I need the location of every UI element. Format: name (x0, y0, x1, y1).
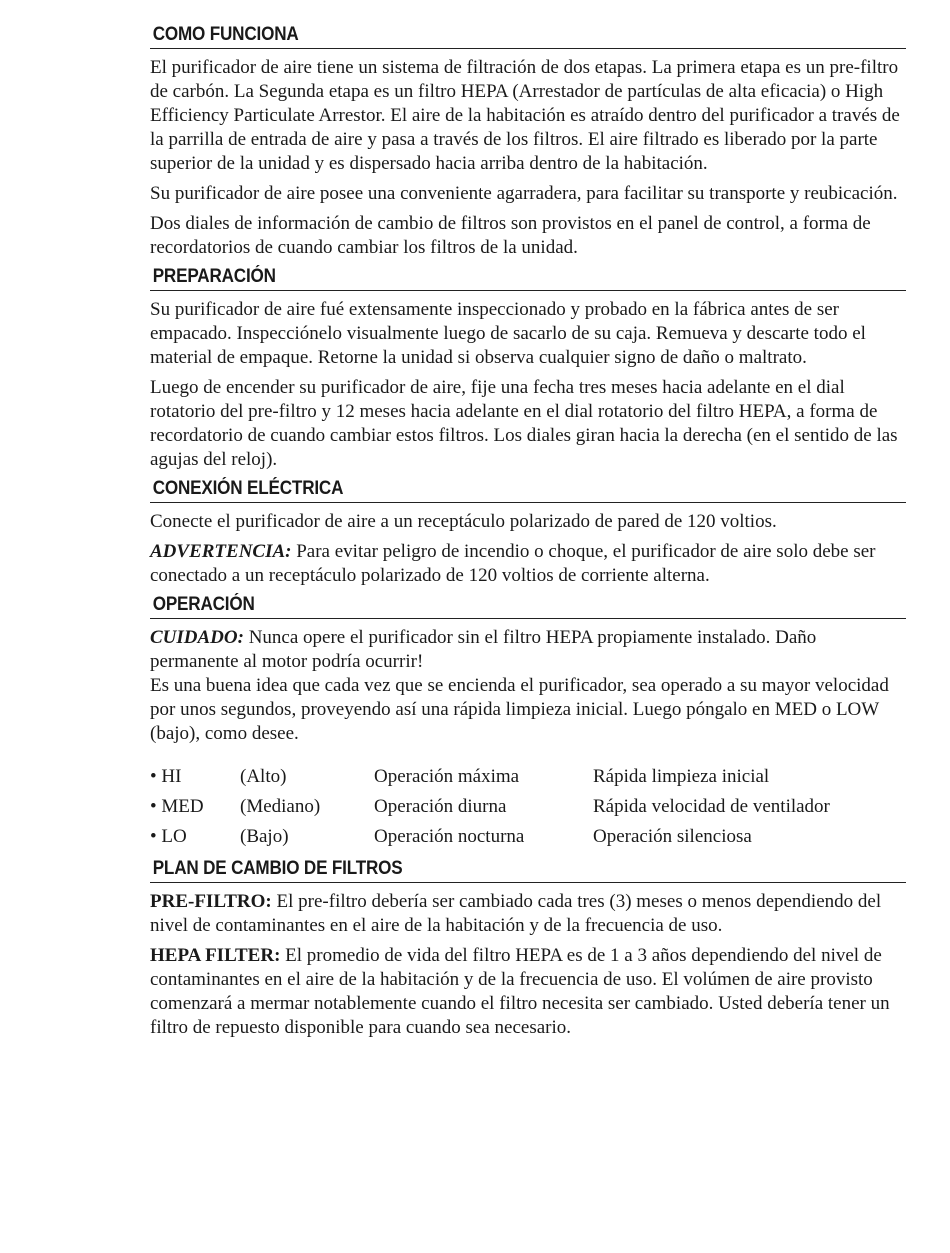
paragraph: Conecte el purificador de aire a un receptáculo polarizado de pared de 120 voltios. (150, 511, 777, 532)
prefilter-paragraph (150, 890, 906, 938)
prefilter-label: PRE-FILTRO: (150, 891, 272, 912)
caution-label: CUIDADO: (150, 627, 244, 648)
speed-setting: • HI (150, 766, 182, 787)
section-rule (150, 618, 906, 619)
section-preparacion (150, 266, 906, 472)
section-como-funciona (150, 24, 906, 260)
section-plan-cambio-filtros (150, 858, 906, 1040)
speed-note: Rápida limpieza inicial (593, 766, 770, 787)
paragraph: El purificador de aire tiene un sistema de filtración de dos etapas. La primera etapa es un pre-filtro de carbón. La Segunda etapa es un filtro HEPA (Arrestador de partículas de alta eficacia) o High Efficiency Particulate Arrestor. El aire de la habitación es atraído dentro del purificador a través de la parrilla de entrada de aire y pasa a través de los filtros. El aire filtrado es liberado por la parte superior de la unidad y es dispersado hacia arriba dentro de la habitación. (150, 57, 900, 174)
speed-note: Rápida velocidad de ventilador (593, 796, 830, 817)
speed-table (150, 762, 830, 852)
section-heading: PREPARACIÓN (152, 266, 276, 287)
hepa-label: HEPA FILTER: (150, 945, 281, 966)
section-conexion-electrica (150, 478, 906, 588)
warning-label: ADVERTENCIA: (150, 541, 292, 562)
speed-operation: Operación diurna (374, 796, 507, 817)
section-rule (150, 882, 906, 883)
speed-operation: Operación nocturna (374, 826, 525, 847)
speed-row (150, 822, 830, 852)
speed-name: (Bajo) (240, 826, 289, 847)
paragraph: Es una buena idea que cada vez que se encienda el purificador, sea operado a su mayor velocidad por unos segundos, proveyendo así una rápida limpieza inicial. Luego póngalo en MED o LOW (bajo), como desee. (150, 675, 889, 744)
warning-paragraph (150, 540, 906, 588)
speed-operation: Operación máxima (374, 766, 520, 787)
speed-row (150, 762, 830, 792)
hepa-paragraph (150, 944, 906, 1040)
paragraph: Su purificador de aire fué extensamente inspeccionado y probado en la fábrica antes de ser empacado. Inspecciónelo visualmente luego de sacarlo de su caja. Remueva y descarte todo el material de empaque. Retorne la unidad si observa cualquier signo de daño o maltrato. (150, 299, 866, 368)
hepa-text: El promedio de vida del filtro HEPA es de 1 a 3 años dependiendo del nivel de contaminantes en el aire de la habitación y de la frecuencia de uso. El volúmen de aire provisto comenzará a mermar notablemente cuando el filtro necesita ser cambiado. Usted debería tener un filtro de repuesto disponible para cuando sea necesario. (150, 945, 890, 1038)
manual-page (150, 24, 906, 1046)
speed-note: Operación silenciosa (593, 826, 752, 847)
section-rule (150, 502, 906, 503)
speed-name: (Alto) (240, 766, 287, 787)
speed-setting: • LO (150, 826, 187, 847)
paragraph: Dos diales de información de cambio de filtros son provistos en el panel de control, a forma de recordatorios de cuando cambiar los filtros de la unidad. (150, 213, 871, 258)
speed-setting: • MED (150, 796, 204, 817)
prefilter-text: El pre-filtro debería ser cambiado cada tres (3) meses o menos dependiendo del nivel de contaminantes en el aire de la habitación y de la frecuencia de uso. (150, 891, 882, 936)
section-rule (150, 290, 906, 291)
section-heading: PLAN DE CAMBIO DE FILTROS (152, 858, 403, 879)
warning-text: Para evitar peligro de incendio o choque, el purificador de aire solo debe ser conectado a un receptáculo polarizado de 120 voltios de corriente alterna. (150, 541, 876, 586)
section-heading: COMO FUNCIONA (152, 24, 299, 45)
speed-name: (Mediano) (240, 796, 321, 817)
section-operacion (150, 594, 906, 852)
paragraph: Luego de encender su purificador de aire, fije una fecha tres meses hacia adelante en el dial rotatorio del pre-filtro y 12 meses hacia adelante en el dial rotatorio del filtro HEPA, a forma de recordatorio de cuando cambiar estos filtros. Los diales giran hacia la derecha (en el sentido de las agujas del reloj). (150, 377, 898, 470)
caution-text: Nunca opere el purificador sin el filtro HEPA propiamente instalado. Daño permanente al motor podría ocurrir! (150, 627, 817, 672)
paragraph: Su purificador de aire posee una conveniente agarradera, para facilitar su transporte y reubicación. (150, 183, 898, 204)
section-rule (150, 48, 906, 49)
section-heading: CONEXIÓN ELÉCTRICA (152, 478, 344, 499)
caution-paragraph (150, 626, 906, 674)
speed-row (150, 792, 830, 822)
section-heading: OPERACIÓN (152, 594, 255, 615)
